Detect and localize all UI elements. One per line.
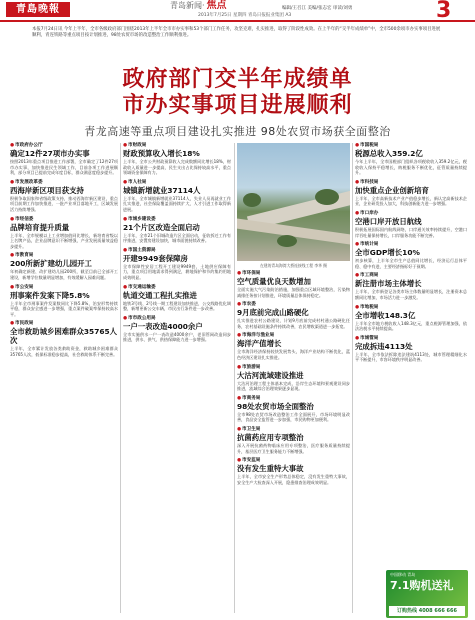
news-item-department: ● 市国税局 (355, 143, 467, 149)
news-item-body: 年初确定新建、改扩建幼儿园200所，截至目前已全部开工建设，新增学位数量明显增加，有效缓解入园难问题。 (10, 269, 118, 280)
news-item-body: 上半年全市刑事案件发案数同比下降5.8%，治安形势持续平稳，群众安全感进一步增强，重点案件破案率保持较高水平。 (10, 300, 118, 317)
lead-paragraph: 本报7月24日讯 今年上半年，全市各级政府部门围绕2013年上半年全市市办实事和53个部门工作任务，攻坚克难，扎实推进，取得了阶段性成效。在上半年的“交半年成绩单”中，全市500余项市办实事项目进展顺利，青连铁路等重点项目按计划推进，98处农贸市场的改造整治工作顺利推进。 (32, 27, 441, 39)
photo-caption: 在建的青岛海湾大桥连接线工程 李华 摄 (260, 263, 327, 268)
news-item (237, 302, 350, 329)
news-item-department: ● 市商务局 (237, 396, 350, 402)
column-1 (10, 143, 118, 362)
news-item-body: 上半年，全市高新技术产业产值稳步增长，新认定高新技术企业，企业研发投入加大，科技创新能力进一步增强。 (355, 195, 467, 207)
news-item-body: 初步核算，上半年全市生产总值同比增长，经济运行总体平稳、稳中有进，主要经济指标好于预期。 (355, 258, 467, 269)
news-item-body: 上半年，全市21个旧城改造片区全面启动，征收拆迁工作有序推进，安置房建设加快，城市面貌持续改善。 (123, 232, 231, 244)
news-item-body: 今年上半年，全市国税部门组织各项税收收入359.2亿元，税收收入保持平稳增长，纳税服务不断优化，征管质量持续提升。 (355, 159, 467, 176)
news-item-body: 深入开展抗菌药物临床应用专项整治，医疗服务质量持续提升，基层医疗卫生服务能力不断增强。 (237, 442, 350, 454)
news-item-title: 21个片区改造全面启动 (123, 222, 200, 232)
news-item-department: ● 市地税局 (355, 305, 467, 311)
news-item-department: ● 市交通运输委 (123, 285, 231, 291)
news-item (10, 321, 118, 357)
news-item-body: 全市实施供水一户一表改造4000余户，老旧管网改造同步推进，供水、供气、供热保障能力进一步增强。 (123, 331, 231, 343)
news-item-body: 上半年，全市公共财政预算收入完成数额同比增长18%，财政收入质量进一步提高，民生支出占比保持较高水平，重点领域资金保障有力。 (123, 159, 231, 176)
news-item-title: 空气质量优良天数增加 (237, 277, 311, 286)
news-item (237, 396, 350, 423)
news-item (123, 248, 231, 281)
news-item-department: ● 市市政公用局 (123, 316, 231, 322)
news-item-title: 200所新扩建幼儿园开工 (10, 259, 92, 269)
news-item-department: ● 市教育局 (10, 253, 118, 259)
page-number: 3 (436, 0, 452, 23)
column-3 (237, 143, 350, 489)
news-item (123, 217, 231, 244)
column-3-articles (237, 271, 350, 485)
news-item-department: ● 市人社局 (123, 180, 231, 186)
news-item-body: 地铁3号线、2号线一期工程建设加快推进，公交线路优化调整，新增更新公交车辆，市民出行条件进一步改善。 (123, 300, 231, 312)
news-item-body: 上半年，全市城镇新增就业37114人，失业人员再就业工作扎实推进，社会保险覆盖面持续扩大，人才引进工作取得新进展。 (123, 195, 231, 212)
news-item-department: ● 市旅游局 (237, 365, 350, 371)
column-2 (123, 143, 231, 347)
news-item (355, 305, 467, 332)
ad-promo: 7.1购机送礼 (390, 579, 454, 592)
news-item (355, 336, 467, 363)
newspaper-logo: 青島晚報 (6, 2, 70, 17)
news-item-title: 城镇新增就业37114人 (123, 185, 201, 195)
column-divider (234, 143, 235, 613)
news-item-body: 上半年，全市累计发放各类救助资金，救助城乡困难群众35765人次，低保标准稳步提高，社会救助体系不断完善。 (10, 346, 118, 357)
news-item-department: ● 市口岸办 (355, 211, 467, 217)
news-item-department: ● 市民政局 (10, 321, 118, 327)
news-item-title: 财政预算收入增长18% (123, 149, 200, 158)
news-item-body: 全市98处农贸市场改造整治工作全面展开，市场环境明显改善，食品安全监管进一步加强，市民购物更加便利。 (237, 411, 350, 423)
news-photo (237, 143, 350, 261)
news-item-title: 完成拆违4113处 (355, 341, 413, 351)
news-item-department: ● 市卫生局 (237, 427, 350, 433)
news-item-body: 按照2013年重点项目推进工作部署，全市确定了12件27项市办实事，加快推进民生领域工作，目前各项工作进展顺利，部分项目已提前完成年度目标，群众满意度稳步提升。 (10, 159, 118, 176)
news-item (123, 143, 231, 176)
news-item-title: 全市救助城乡困难群众35765人次 (10, 327, 118, 346)
news-item-title: 没有发生重特大事故 (237, 464, 304, 474)
column-divider (120, 143, 121, 613)
news-item (10, 253, 118, 280)
news-item-department: ● 市农委 (237, 302, 350, 308)
news-item-body: 上半年，全市依法拆除违法建筑4113处，城市管理精细化水平不断提升，市容环境秩序明显改善。 (355, 351, 467, 363)
news-item-body: 上半年，全市新登记各类市场主体数量明显增长，注册资本总额同比增加，市场活力进一步激发。 (355, 289, 467, 300)
news-item-department: ● 市工商局 (355, 273, 467, 279)
ad-brand: 中国移动 青岛 (390, 572, 416, 577)
news-item (355, 143, 467, 176)
news-item-title: 开建9949套保障房 (123, 253, 188, 263)
news-item-body: 大沽河治理工程主体基本完成，沿岸生态环境和景观建设同步推进，流域综合治理效果逐步显现。 (237, 380, 350, 392)
news-item-body: 积极争取国家和省级政策支持，推动西海岸新区建设，重点项目前期工作加快推进，一批产业项目落地开工，区域发展活力持续增强。 (10, 195, 118, 212)
ad-hotline: 订购热线 4008 666 666 (389, 606, 465, 616)
news-item (10, 217, 118, 250)
editors-line: 编辑/王召江 美编/张志宏 审读/刘勇 (282, 6, 353, 11)
news-item-department: ● 市科技局 (355, 180, 467, 186)
news-item-body: 上半年全市地方税收收入148.3亿元，重点税源管理加强，依法治税水平持续提高。 (355, 320, 467, 332)
news-item-title: 加快重点企业创新培育 (355, 185, 429, 195)
masthead (0, 0, 475, 22)
news-item-body: 全市保障性安居工程开工建设9949套，土地供应保障有力，重点项目用地需求得到满足，耕地保护和节约集约用地成效明显。 (123, 263, 231, 280)
news-item-title: 西海岸新区项目获支持 (10, 185, 84, 195)
news-item-title: 海洋产值增长 (237, 339, 282, 349)
news-item (355, 211, 467, 238)
news-item (355, 273, 467, 300)
news-item-title: 全市GDP增长10% (355, 248, 420, 258)
news-item (123, 316, 231, 343)
news-item-title: 刑事案件发案下降5.8% (10, 290, 90, 300)
news-item-body: 上半年，全市规模以上工业增加值同比增长，新培育省级以上名牌产品，企业品牌意识不断增强，产业发展质量效益稳步提升。 (10, 232, 118, 249)
news-item-department: ● 市环保局 (237, 271, 350, 277)
news-item (123, 180, 231, 213)
news-item-department: ● 市国土资源局 (123, 248, 231, 254)
news-item-title: 品牌培育提升质量 (10, 222, 70, 232)
news-item (355, 242, 467, 269)
news-item-title: 98处农贸市场全面整治 (237, 401, 314, 411)
news-item-body: 上半年，全市安全生产形势总体稳定，没有发生重特大事故，安全生产大检查深入开展，隐患排查治理成效明显。 (237, 474, 350, 485)
news-item-department: ● 市经信委 (10, 217, 118, 223)
column-4 (355, 143, 467, 367)
subheadline: 青龙高速等重点项目建设扎实推进 98处农贸市场获全面整治 (84, 125, 391, 138)
news-item-body: 积极拓展国际国内航线网络，口岸通关效率持续提升，空港口岸吞吐量保持增长，口岸服务功能不断完善。 (355, 226, 467, 238)
news-item-department: ● 市发展改革委 (10, 180, 118, 186)
news-item (237, 427, 350, 454)
headline-line-2: 市办实事项目进展顺利 (122, 92, 353, 118)
news-item-title: 空港口岸开放日航线 (355, 216, 422, 226)
news-item-title: 9月底前完成山路硬化 (237, 308, 309, 318)
news-item (10, 180, 118, 213)
news-item (237, 333, 350, 360)
section-name: 青岛新闻· 焦点 (170, 0, 227, 11)
news-item (10, 285, 118, 318)
news-item-title: 抗菌药应用专项整治 (237, 432, 304, 442)
news-item (237, 271, 350, 298)
news-item-body: 扎实推进农村公路建设，计划9月底前完成村村通公路硬化任务，农村基础设施条件持续改善，农民增收渠道进一步拓宽。 (237, 318, 350, 329)
news-item-department: ● 市政府办公厅 (10, 143, 118, 149)
news-item-title: 税源总收入359.2亿 (355, 149, 423, 158)
headline-line-1: 政府部门交半年成绩单 (122, 66, 353, 92)
news-item-title: 大沽河流域建设推进 (237, 370, 304, 380)
news-item-title: 全市增收148.3亿 (355, 310, 416, 320)
news-item-body: 全面实施大气污染防治措施，加强重点区域环境整治，污染物减排任务按计划推进，环境质量总体保持稳定。 (237, 287, 350, 298)
news-item-department: ● 市财政局 (123, 143, 231, 149)
date-line: 2013年7月25日 星期四 青岛日报报业集团 A3 (198, 13, 292, 18)
news-item-department: ● 市城乡建设委 (123, 217, 231, 223)
news-item-body: 全市海洋经济保持较快发展势头，海洋产业结构不断优化，蓝色经济区建设扎实推进。 (237, 349, 350, 360)
column-divider (352, 143, 353, 613)
news-item-title: 一户一表改造4000余户 (123, 321, 203, 331)
news-item-title: 确定12件27项市办实事 (10, 149, 90, 158)
advertisement[interactable] (386, 570, 468, 618)
news-item (237, 365, 350, 392)
news-item (237, 458, 350, 485)
news-item-department: ● 市城管局 (355, 336, 467, 342)
news-item (355, 180, 467, 207)
news-item-department: ● 市安监局 (237, 458, 350, 464)
news-item-department: ● 市公安局 (10, 285, 118, 291)
news-item (10, 143, 118, 176)
news-item-department: ● 市统计局 (355, 242, 467, 248)
news-item-title: 新注册市场主体增长 (355, 279, 422, 289)
news-item-title: 轨道交通工程扎实推进 (123, 290, 197, 300)
news-item-department: ● 市海洋与渔业局 (237, 333, 350, 339)
news-item (123, 285, 231, 312)
